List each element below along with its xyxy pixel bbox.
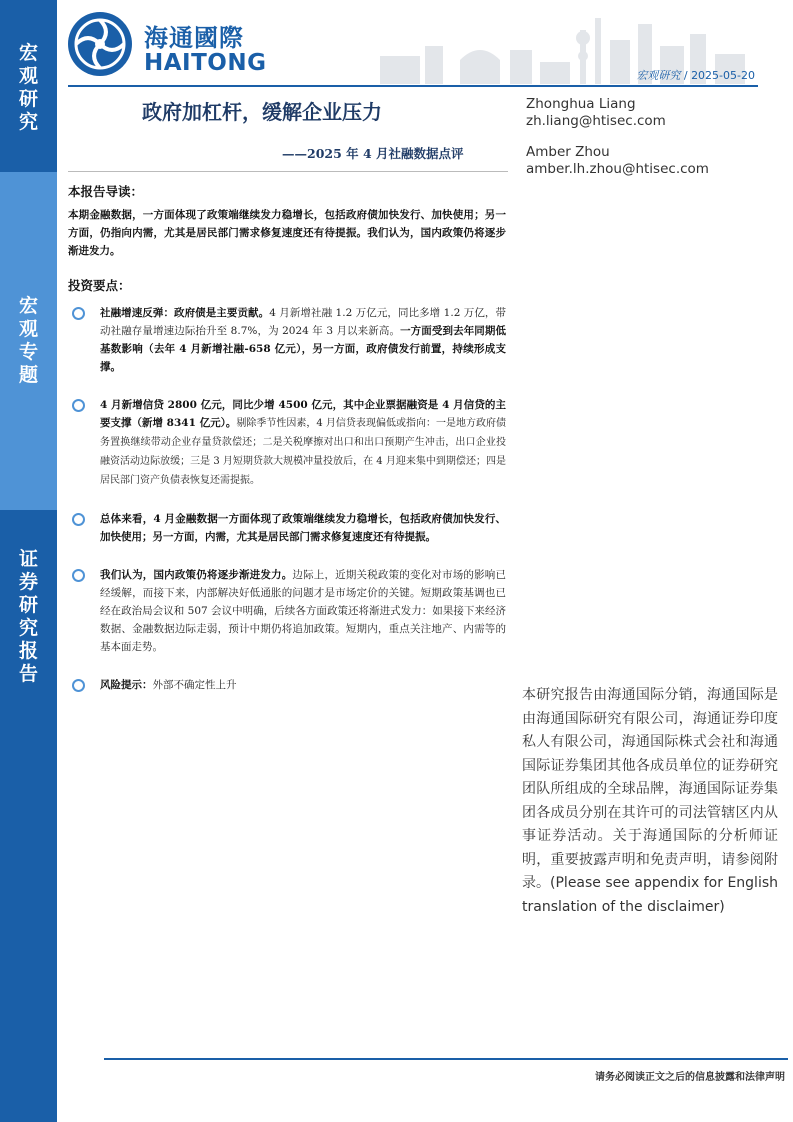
point-body: 外部不确定性上升	[152, 679, 237, 691]
point-lead: 4 月新增信贷 2800 亿元，同比少增 4500 亿元，其中企业票据融资是 4 月信贷的主要支撑（新增 8341 亿元）。	[100, 399, 506, 429]
sidebar-label-1: 宏观研究	[18, 42, 38, 133]
brand-name-cn: 海通國際	[144, 24, 244, 52]
key-point	[68, 566, 506, 656]
header-date: 2025-05-20	[691, 69, 755, 82]
author-name: Amber Zhou	[526, 144, 610, 160]
author-email[interactable]: zh.liang@htisec.com	[526, 113, 666, 129]
author-email[interactable]: amber.lh.zhou@htisec.com	[526, 161, 709, 177]
bullet-icon	[72, 307, 85, 320]
sidebar-label-2: 宏观专题	[18, 295, 38, 386]
bullet-icon	[72, 679, 85, 692]
report-subtitle: ——2025 年 4 月社融数据点评	[282, 146, 464, 161]
sidebar-section-macro-research	[0, 42, 57, 134]
header-separator: /	[683, 69, 688, 82]
point-lead: 我们认为，国内政策仍将逐步渐进发力。	[100, 569, 293, 581]
guide-text: 本期金融数据，一方面体现了政策端继续发力稳增长，包括政府债加快发行、加快使用；另一方面，仍指向内需，尤其是居民部门需求修复速度还有待提振。我们认为，国内政策仍将逐步渐进发力。	[68, 209, 506, 257]
content-divider	[68, 171, 508, 172]
points-heading: 投资要点：	[68, 278, 131, 293]
logo-mark-icon	[68, 12, 132, 76]
key-point	[68, 396, 506, 490]
author-2	[526, 144, 709, 178]
header-meta	[636, 67, 755, 83]
author-1	[526, 96, 709, 130]
key-point	[68, 676, 506, 694]
point-lead: 社融增速反弹：政府债是主要贡献。	[100, 307, 270, 319]
key-point	[68, 510, 506, 546]
brand-name-en: HAITONG	[144, 50, 267, 76]
report-title: 政府加杠杆，缓解企业压力	[142, 100, 382, 124]
bullet-icon	[72, 399, 85, 412]
sidebar-label-3: 证券研究报告	[18, 548, 38, 685]
main-content	[68, 182, 506, 714]
disclaimer-text: 本研究报告由海通国际分销，海通国际是由海通国际研究有限公司，海通证券印度私人有限公司，海通国际株式会社和海通国际证券集团其他各成员单位的证券研究团队所组成的全球品牌，海通国际证券集团各成员分别在其许可的司法管辖区内从事证券活动。关于海通国际的分析师证明，重要披露声明和免责声明，请参阅附录。(Please see appendix for English translation of the disclaimer)	[522, 687, 778, 915]
bullet-icon	[72, 513, 85, 526]
point-tail: 一方面受到去年同期低基数影响（去年 4 月新增社融-658 亿元），另一方面，政府债发行前置，持续形成支撑。	[100, 325, 507, 373]
footer-divider	[104, 1058, 788, 1060]
point-body: 边际上，近期关税政策的变化对市场的影响已经缓解，而接下来，内部解决好低通胀的问题才是市场定价的关键。短期政策基调也已经在政治局会议和 507 会议中明确，后续各方面政策还将渐进式发力：如果接下来经济数据、金融数据边际走弱，预计中期仍将追加政策。短期内，重点关注地产、内需等的基本面走势。	[100, 569, 507, 653]
bullet-icon	[72, 569, 85, 582]
guide-heading: 本报告导读：	[68, 184, 144, 199]
point-body: 4 月新增社融 1.2 万亿元，同比多增 1.2 万亿，带动社融存量增速边际抬升至 8.7%，为 2024 年 3 月以来新高。	[100, 307, 507, 337]
point-lead: 总体来看，4 月金融数据一方面体现了政策端继续发力稳增长，包括政府债加快发行、加快使用；另一方面，内需，尤其是居民部门需求修复速度还有待提振。	[100, 513, 506, 543]
sidebar-section-macro-topic	[0, 295, 57, 387]
sidebar-section-securities-report	[0, 548, 57, 686]
header-category: 宏观研究	[636, 69, 681, 82]
key-point	[68, 304, 506, 376]
author-name: Zhonghua Liang	[526, 96, 636, 112]
point-body: 剔除季节性因素，4 月信贷表现偏低或指向：一是地方政府债务置换继续带动企业存量贷款偿还；二是关税摩擦对出口和出口预期产生冲击，出口企业投融资活动边际放缓；三是 3 月短期贷款大规模冲量投放后，在 4 月迎来集中到期偿还；四是居民部门资产负债表恢复还需提振。	[100, 418, 506, 486]
author-list	[526, 96, 709, 192]
point-lead: 风险提示：	[100, 679, 153, 691]
header-divider	[68, 85, 758, 87]
company-logo	[68, 12, 268, 78]
footer-notice: 请务必阅读正文之后的信息披露和法律声明	[595, 1072, 785, 1083]
